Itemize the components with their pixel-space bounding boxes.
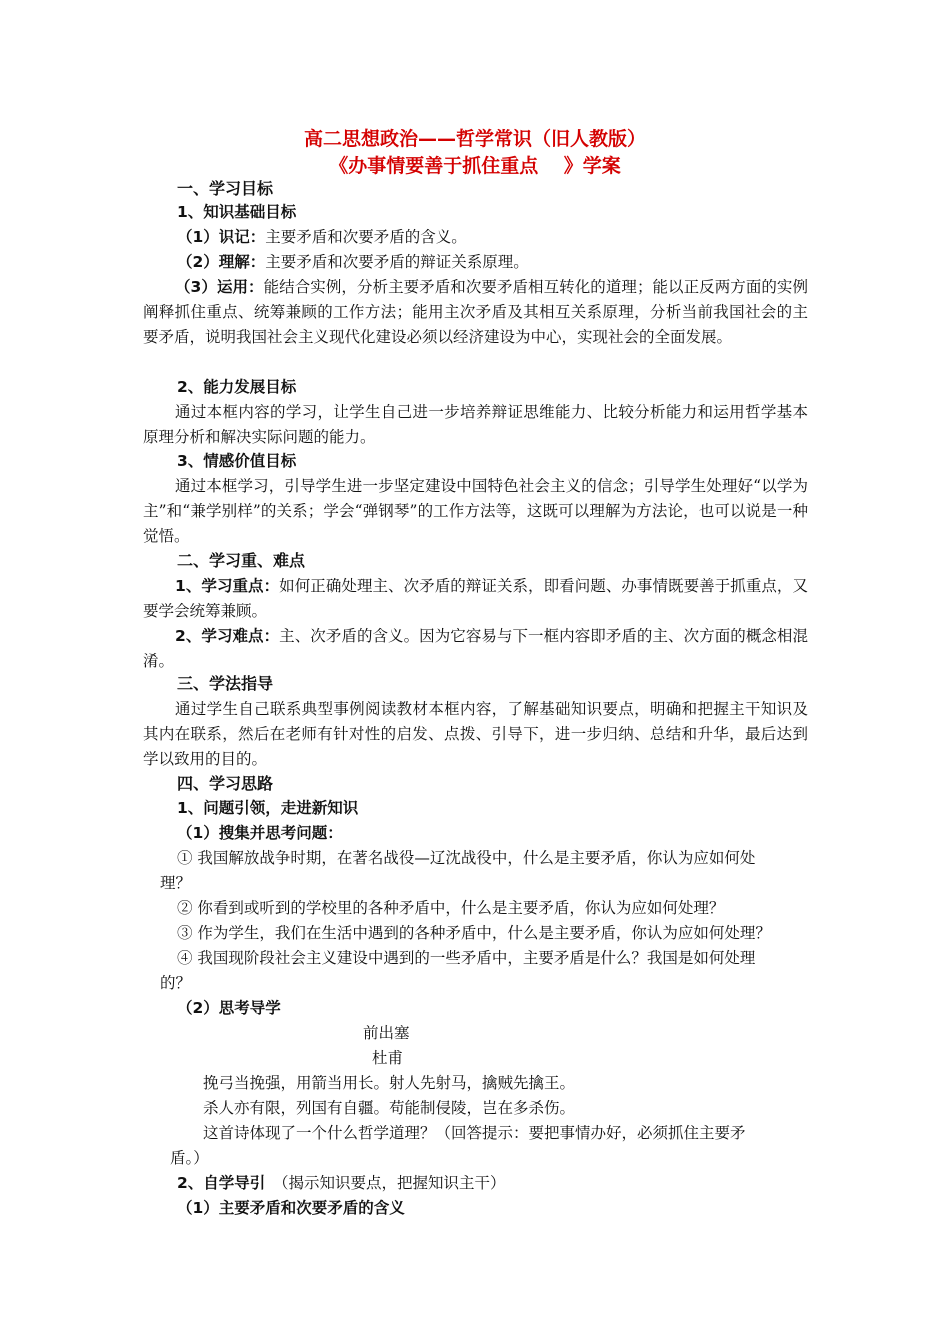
self-study-guide-label: 2、自学导引	[177, 1174, 266, 1192]
subheading-think-guide: （2）思考导学	[177, 999, 281, 1017]
section-heading-objectives: 一、学习目标	[177, 179, 274, 198]
subheading-emotion: 3、情感价值目标	[177, 452, 297, 470]
document-title-line-2: 《办事情要善于抓住重点 》学案	[329, 155, 621, 177]
poem-line-2: 杀人亦有限，列国有自疆。苟能制侵陵，岂在多杀伤。	[203, 1099, 576, 1117]
knowledge-item-2-text: 主要矛盾和次要矛盾的辩证关系原理。	[265, 253, 529, 271]
subheading-knowledge: 1、知识基础目标	[177, 203, 297, 221]
method-paragraph: 通过学生自己联系典型事例阅读教材本框内容，了解基础知识要点，明确和把握主干知识及其内在联系，然后在老师有针对性的启发、点拨、引导下，进一步归纳、总结和升华，最后达到学以致用的目的。	[143, 700, 808, 768]
ability-paragraph: 通过本框内容的学习，让学生自己进一步培养辩证思维能力、比较分析能力和运用哲学基本原理分析和解决实际问题的能力。	[143, 403, 808, 446]
knowledge-item-3-text: 能结合实例，分析主要矛盾和次要矛盾相互转化的道理；能以正反两方面的实例阐释抓住重点、统筹兼顾的工作方法；能用主次矛盾及其相互关系原理，分析当前我国社会的主要矛盾，说明我国社会主义现代化建设必须以经济建设为中心，实现社会的全面发展。	[143, 278, 808, 346]
subheading-collect-questions: （1）搜集并思考问题：	[177, 824, 343, 842]
section-heading-key-points: 二、学习重、难点	[177, 551, 306, 570]
knowledge-item-2	[177, 251, 529, 273]
section-heading-approach: 四、学习思路	[177, 774, 274, 793]
key-point-label: 1、学习重点：	[175, 577, 280, 595]
knowledge-item-1-label: （1）识记：	[177, 228, 266, 246]
self-study-guide	[177, 1172, 506, 1194]
difficulty-text: 主、次矛盾的含义。因为它容易与下一框内容即矛盾的主、次方面的概念相混淆。	[143, 627, 808, 670]
subheading-ability: 2、能力发展目标	[177, 378, 297, 396]
self-study-guide-note: （揭示知识要点，把握知识主干）	[265, 1174, 506, 1192]
question-1-line-2: 理？	[160, 874, 192, 892]
poem-author: 杜甫	[372, 1049, 404, 1067]
question-4-line-2: 的？	[160, 974, 192, 992]
question-4-line-1: ④ 我国现阶段社会主义建设中遇到的一些矛盾中，主要矛盾是什么？我国是如何处理	[177, 949, 756, 967]
knowledge-item-3-label: （3）运用：	[175, 278, 264, 296]
subheading-question-lead: 1、问题引领，走进新知识	[177, 799, 359, 817]
difficulty-label: 2、学习难点：	[175, 627, 280, 645]
document-title-line-1: 高二思想政治——哲学常识（旧人教版）	[303, 128, 646, 150]
poem-line-1: 挽弓当挽强，用箭当用长。射人先射马，擒贼先擒王。	[203, 1074, 576, 1092]
subheading-main-secondary-contradiction: （1）主要矛盾和次要矛盾的含义	[177, 1199, 405, 1217]
question-3: ③ 作为学生，我们在生活中遇到的各种矛盾中，什么是主要矛盾，你认为应如何处理？	[177, 924, 771, 942]
poem-question-line-1: 这首诗体现了一个什么哲学道理？（回答提示：要把事情办好，必须抓住主要矛	[203, 1124, 746, 1142]
difficulty-paragraph	[143, 624, 808, 674]
poem-question-line-2: 盾。）	[170, 1149, 209, 1167]
emotion-paragraph: 通过本框学习，引导学生进一步坚定建设中国特色社会主义的信念；引导学生处理好“以学为主”和“兼学别样”的关系；学会“弹钢琴”的工作方法等，这既可以理解为方法论，也可以说是一种觉悟。	[143, 477, 808, 545]
key-point-text: 如何正确处理主、次矛盾的辩证关系，即看问题、办事情既要善于抓重点，又要学会统筹兼顾。	[143, 577, 808, 620]
knowledge-item-1	[177, 226, 467, 248]
key-point-paragraph	[143, 574, 808, 624]
poem-title: 前出塞	[363, 1024, 410, 1042]
section-heading-method: 三、学法指导	[177, 674, 274, 693]
knowledge-item-1-text: 主要矛盾和次要矛盾的含义。	[265, 228, 467, 246]
knowledge-item-2-label: （2）理解：	[177, 253, 266, 271]
knowledge-item-3	[143, 275, 808, 350]
question-1-line-1: ① 我国解放战争时期，在著名战役—辽沈战役中，什么是主要矛盾，你认为应如何处	[177, 849, 756, 867]
question-2: ② 你看到或听到的学校里的各种矛盾中，什么是主要矛盾，你认为应如何处理？	[177, 899, 725, 917]
